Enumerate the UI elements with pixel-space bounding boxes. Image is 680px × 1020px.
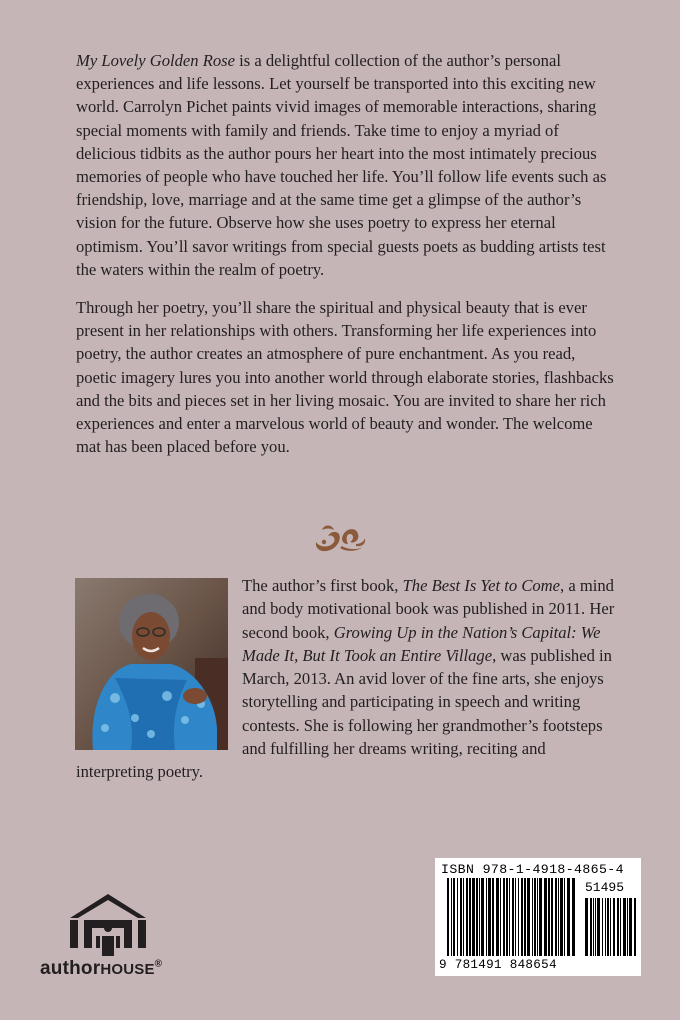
bio-text-2: , a mind and body motivational book was published in 2011. Her second book, — [242, 576, 615, 642]
bio-text-1: The author’s first book, — [242, 576, 403, 595]
barcode-bar — [602, 898, 603, 956]
bio-text-3: , was published in March, 2013. An avid lover of the fine arts, she enjoys storytelling and participating in speech and writing contests. She is following her grandmother’s footsteps and fulfilling her dreams writing, reciting and interpreting poetry. — [76, 645, 612, 782]
author-bio — [76, 574, 622, 784]
barcode-bar — [544, 878, 547, 956]
barcode-bar — [548, 878, 550, 956]
barcode-bar — [620, 898, 621, 956]
barcode-bar — [590, 898, 592, 956]
barcode-bar — [486, 878, 487, 956]
barcode-bar — [623, 898, 626, 956]
barcode-bar — [560, 878, 563, 956]
isbn-barcode — [435, 858, 641, 976]
barcode-bar — [610, 898, 611, 956]
barcode-bar — [481, 878, 484, 956]
barcode-bar — [472, 878, 475, 956]
barcode-bar — [585, 898, 588, 956]
barcode-bar — [564, 878, 565, 956]
barcode-bar — [593, 898, 594, 956]
barcode-bar — [515, 878, 516, 956]
barcode-bar — [527, 878, 530, 956]
publisher-name-part-1: author — [40, 958, 101, 979]
barcode-bar — [551, 878, 553, 956]
barcode-bar — [506, 878, 508, 956]
barcode-bar — [479, 878, 480, 956]
barcode-bar — [627, 898, 628, 956]
barcode-bar — [567, 878, 570, 956]
barcode-bar — [466, 878, 468, 956]
barcode-bar — [463, 878, 464, 956]
barcode-bar — [539, 878, 542, 956]
barcode-bar — [558, 878, 559, 956]
barcode-bar — [476, 878, 478, 956]
barcode-bar — [503, 878, 505, 956]
barcode-bar — [534, 878, 536, 956]
barcode-bar — [453, 878, 455, 956]
barcode-bar — [488, 878, 491, 956]
barcode-bar — [572, 878, 575, 956]
barcode-bar — [629, 898, 632, 956]
barcode-bar — [469, 878, 471, 956]
description-text-1: is a delightful collection of the author’s personal experiences and life lessons. Let yourself be transported into this exciting new world. Carrolyn Pichet paints vivid images of memorable interactions, sharing special moments with family and friends. Take time to enjoy a myriad of delicious tidbits as the author pours her heart into the most intimately precious memories of people who have touched her life. You’ll follow life events such as friendship, love, marriage and at the same time get a glimpse of the author’s vision for the future. Observe how she uses poetry to express her eternal optimism. You’ll savor writings from special guests poets as budding artists test the waters within the realm of poetry. — [76, 51, 607, 279]
publisher-name-part-2: HOUSE — [100, 961, 155, 978]
barcode-bar — [512, 878, 514, 956]
barcode-bar — [607, 898, 609, 956]
barcode-bar — [518, 878, 519, 956]
barcode-bar — [532, 878, 533, 956]
barcode-bar — [597, 898, 600, 956]
publisher-name — [40, 958, 162, 980]
book-description — [76, 49, 616, 473]
isbn-number: ISBN 978-1-4918-4865-4 — [441, 862, 624, 877]
barcode-bar — [634, 898, 636, 956]
barcode-bar — [617, 898, 619, 956]
book-title: My Lovely Golden Rose — [76, 51, 235, 70]
barcode-bar — [521, 878, 523, 956]
barcode-bar — [555, 878, 557, 956]
ean-number: 9 781491 848654 — [439, 958, 557, 972]
barcode-bar — [595, 898, 596, 956]
barcode-bar — [460, 878, 462, 956]
barcode-bar — [500, 878, 501, 956]
barcode-bar — [496, 878, 499, 956]
barcode-bar — [613, 898, 615, 956]
barcode-bar — [509, 878, 510, 956]
second-book-title: Growing Up in the Nation’s Capital: We Made It, But It Took an Entire Village — [242, 622, 601, 665]
first-book-title: The Best Is Yet to Come — [402, 576, 561, 595]
description-paragraph-2: Through her poetry, you’ll share the spiritual and physical beauty that is ever present in her relationships with others. Transforming her life experiences into poetry, the author creates an atmosphere of pure enchantment. As you read, poetic imagery lures you into another world through elaborate stories, flashbacks and the bits and pieces set in her living mosaic. You are invited to share her rich experiences and enter a marvelous world of beauty and wonder. The welcome mat has been placed before you. — [76, 298, 614, 457]
barcode-bar — [524, 878, 526, 956]
barcode-bar — [457, 878, 458, 956]
price-code: 51495 — [585, 880, 625, 895]
description-paragraph-1 — [76, 49, 616, 281]
barcode-bar — [605, 898, 606, 956]
registered-mark: ® — [154, 958, 163, 970]
barcode-bar — [492, 878, 494, 956]
barcode-bar — [447, 878, 449, 956]
barcode-bar — [537, 878, 538, 956]
barcode-bar — [451, 878, 452, 956]
floral-ornament-icon — [312, 518, 368, 554]
